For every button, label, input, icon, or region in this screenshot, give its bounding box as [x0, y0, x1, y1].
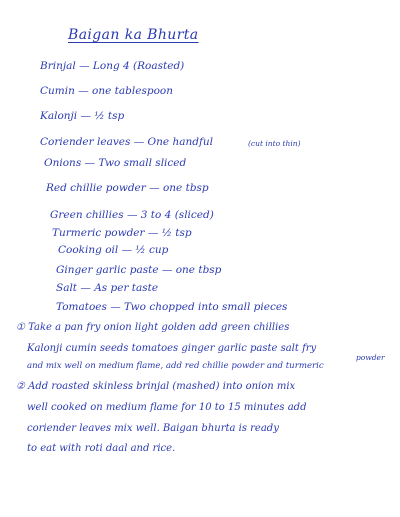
ingredient-coriander-note: (cut into thin) — [248, 139, 301, 148]
ingredient-onions: Onions — Two small sliced — [44, 157, 187, 169]
ingredient-red-chillie: Red chillie powder — one tbsp — [46, 182, 209, 194]
ingredient-salt: Salt — As per taste — [56, 282, 159, 294]
step-2-line-2: well cooked on medium flame for 10 to 15 minutes add — [27, 402, 307, 413]
ingredient-cumin: Cumin — one tablespoon — [40, 85, 173, 97]
step-1-line-3: and mix well on medium flame, add red chillie powder and turmeric — [27, 361, 324, 371]
step-2-line-1: ② Add roasted skinless brinjal (mashed) into onion mix — [16, 381, 296, 392]
step-1-line-1: ① Take a pan fry onion light golden add green chillies — [16, 322, 290, 333]
ingredient-green-chillies: Green chillies — 3 to 4 (sliced) — [50, 209, 214, 221]
ingredient-kalonji: Kalonji — ½ tsp — [40, 110, 125, 122]
ingredient-cooking-oil: Cooking oil — ½ cup — [58, 244, 169, 256]
ingredient-brinjal: Brinjal — Long 4 (Roasted) — [40, 60, 185, 72]
step-1-line-2: Kalonji cumin seeds tomatoes ginger garlic paste salt fry — [27, 343, 317, 354]
ingredient-tomatoes: Tomatoes — Two chopped into small pieces — [56, 301, 288, 313]
ingredient-coriander: Coriender leaves — One handful — [40, 136, 213, 148]
ingredient-ginger-garlic: Ginger garlic paste — one tbsp — [56, 264, 222, 276]
step-2-line-4: to eat with roti daal and rice. — [27, 443, 176, 454]
step-1-note: powder — [356, 353, 385, 362]
recipe-title: Baigan ka Bhurta — [68, 27, 199, 43]
ingredient-turmeric: Turmeric powder — ½ tsp — [52, 227, 192, 239]
step-2-line-3: coriender leaves mix well. Baigan bhurta is ready — [27, 423, 279, 434]
